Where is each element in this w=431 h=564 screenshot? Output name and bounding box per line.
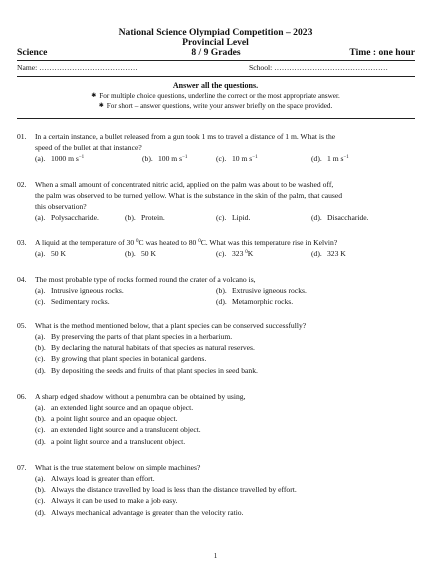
- star-icon: ✱: [98, 103, 104, 109]
- option-d[interactable]: (d). By depositing the seeds and fruits of that plant species in seed bank.: [35, 365, 258, 375]
- option-d[interactable]: (d). Disaccharide.: [311, 213, 369, 222]
- option-c[interactable]: (c). 323 $^0$K: [216, 249, 254, 258]
- option-d[interactable]: (d). Always mechanical advantage is greater than the velocity ratio.: [35, 507, 244, 517]
- star-icon: ✱: [91, 93, 97, 99]
- question-text: A sharp edged shadow without a penumbra can be obtained by using,: [35, 392, 246, 401]
- question-text: In a certain instance, a bullet released from a gun took 1 ms to travel a distance of 1 m. What is the: [35, 132, 336, 141]
- question-5: [17, 322, 415, 378]
- option-d[interactable]: (d). 1 m $s^{-1}$: [311, 154, 349, 163]
- question-number: 02.: [17, 180, 27, 189]
- divider: [17, 118, 415, 119]
- grades-label: 8 / 9 Grades: [191, 47, 241, 58]
- exam-level: Provincial Level: [182, 37, 249, 48]
- exam-title: National Science Olympiad Competition – 2023: [118, 27, 313, 38]
- name-field[interactable]: Name: …………………………………: [17, 63, 138, 72]
- option-c[interactable]: (c). Sedimentary rocks.: [35, 297, 110, 306]
- question-1: [17, 133, 415, 166]
- option-b[interactable]: (b). Always the distance travelled by load is less than the distance travelled by effort.: [35, 485, 297, 495]
- option-b[interactable]: (b). By declaring the natural habitats of that species as natural reserves.: [35, 343, 255, 353]
- question-6: [17, 393, 415, 449]
- divider: [17, 76, 415, 77]
- instructions-title: Answer all the questions.: [172, 81, 259, 90]
- question-number: 01.: [17, 132, 27, 141]
- option-c[interactable]: (c). Lipid.: [216, 213, 251, 222]
- option-c[interactable]: (c). 10 m $s^{-1}$: [216, 154, 258, 163]
- option-a[interactable]: (a). Always load is greater than effort.: [35, 474, 155, 483]
- question-4: [17, 276, 415, 309]
- option-c[interactable]: (c). an extended light source and a translucent object.: [35, 425, 201, 435]
- question-text: the palm was observed to be turned yellow. What is the substance in the skin of the palm, that caused: [35, 191, 343, 200]
- option-a[interactable]: (a). By preserving the parts of that plant species in a herbarium.: [35, 332, 233, 341]
- instruction-item: ✱ For multiple choice questions, underline the correct or the most appropriate answer.: [91, 92, 340, 100]
- option-a[interactable]: (a). Polysaccharide.: [35, 213, 99, 222]
- question-text: this observation?: [35, 202, 87, 211]
- divider: [17, 60, 415, 61]
- question-text: What is the method mentioned below, that a plant species can be conserved successfully?: [35, 321, 307, 330]
- option-a[interactable]: (a). 1000 m $s^{-1}$: [35, 154, 85, 163]
- option-a[interactable]: (a). Intrusive igneous rocks.: [35, 286, 124, 295]
- question-number: 07.: [17, 463, 27, 472]
- question-text: A liquid at the temperature of 30 $^0$C was heated to 80 $^0$C. What was this temperature rise in Kelvin?: [35, 238, 338, 247]
- option-b[interactable]: (b). 100 m $s^{-1}$: [142, 154, 188, 163]
- question-3: [17, 239, 415, 261]
- question-2: [17, 181, 415, 225]
- school-field[interactable]: School: ………………………………………: [249, 63, 389, 72]
- instruction-item: ✱ For short – answer questions, write your answer briefly on the space provided.: [98, 102, 333, 110]
- option-c[interactable]: (c). By growing that plant species in botanical gardens.: [35, 354, 207, 364]
- option-a[interactable]: (a). 50 K: [35, 249, 66, 258]
- question-7: [17, 464, 415, 520]
- option-a[interactable]: (a). an extended light source and an opaque object.: [35, 403, 194, 412]
- question-text: What is the true statement below on simple machines?: [35, 463, 201, 472]
- option-b[interactable]: (b). Extrusive igneous rocks.: [216, 286, 307, 295]
- option-b[interactable]: (b). Protein.: [125, 213, 165, 222]
- question-number: 05.: [17, 321, 27, 330]
- question-number: 03.: [17, 238, 27, 247]
- time-label: Time : one hour: [349, 47, 415, 58]
- page-number: 1: [213, 552, 218, 560]
- question-text: The most probable type of rocks formed round the crater of a volcano is,: [35, 275, 256, 284]
- option-d[interactable]: (d). 323 K: [311, 249, 346, 258]
- option-d[interactable]: (d). a point light source and a translucent object.: [35, 436, 186, 446]
- question-number: 04.: [17, 275, 27, 284]
- option-c[interactable]: (c). Always it can be used to make a job easy.: [35, 496, 178, 506]
- option-b[interactable]: (b). a point light source and an opaque object.: [35, 414, 178, 424]
- option-d[interactable]: (d). Metamorphic rocks.: [216, 297, 294, 306]
- question-text: speed of the bullet at that instance?: [35, 143, 142, 152]
- subject-label: Science: [17, 47, 48, 58]
- question-text: When a small amount of concentrated nitric acid, applied on the palm was about to be washed off,: [35, 180, 334, 189]
- question-number: 06.: [17, 392, 27, 401]
- option-b[interactable]: (b). 50 K: [125, 249, 156, 258]
